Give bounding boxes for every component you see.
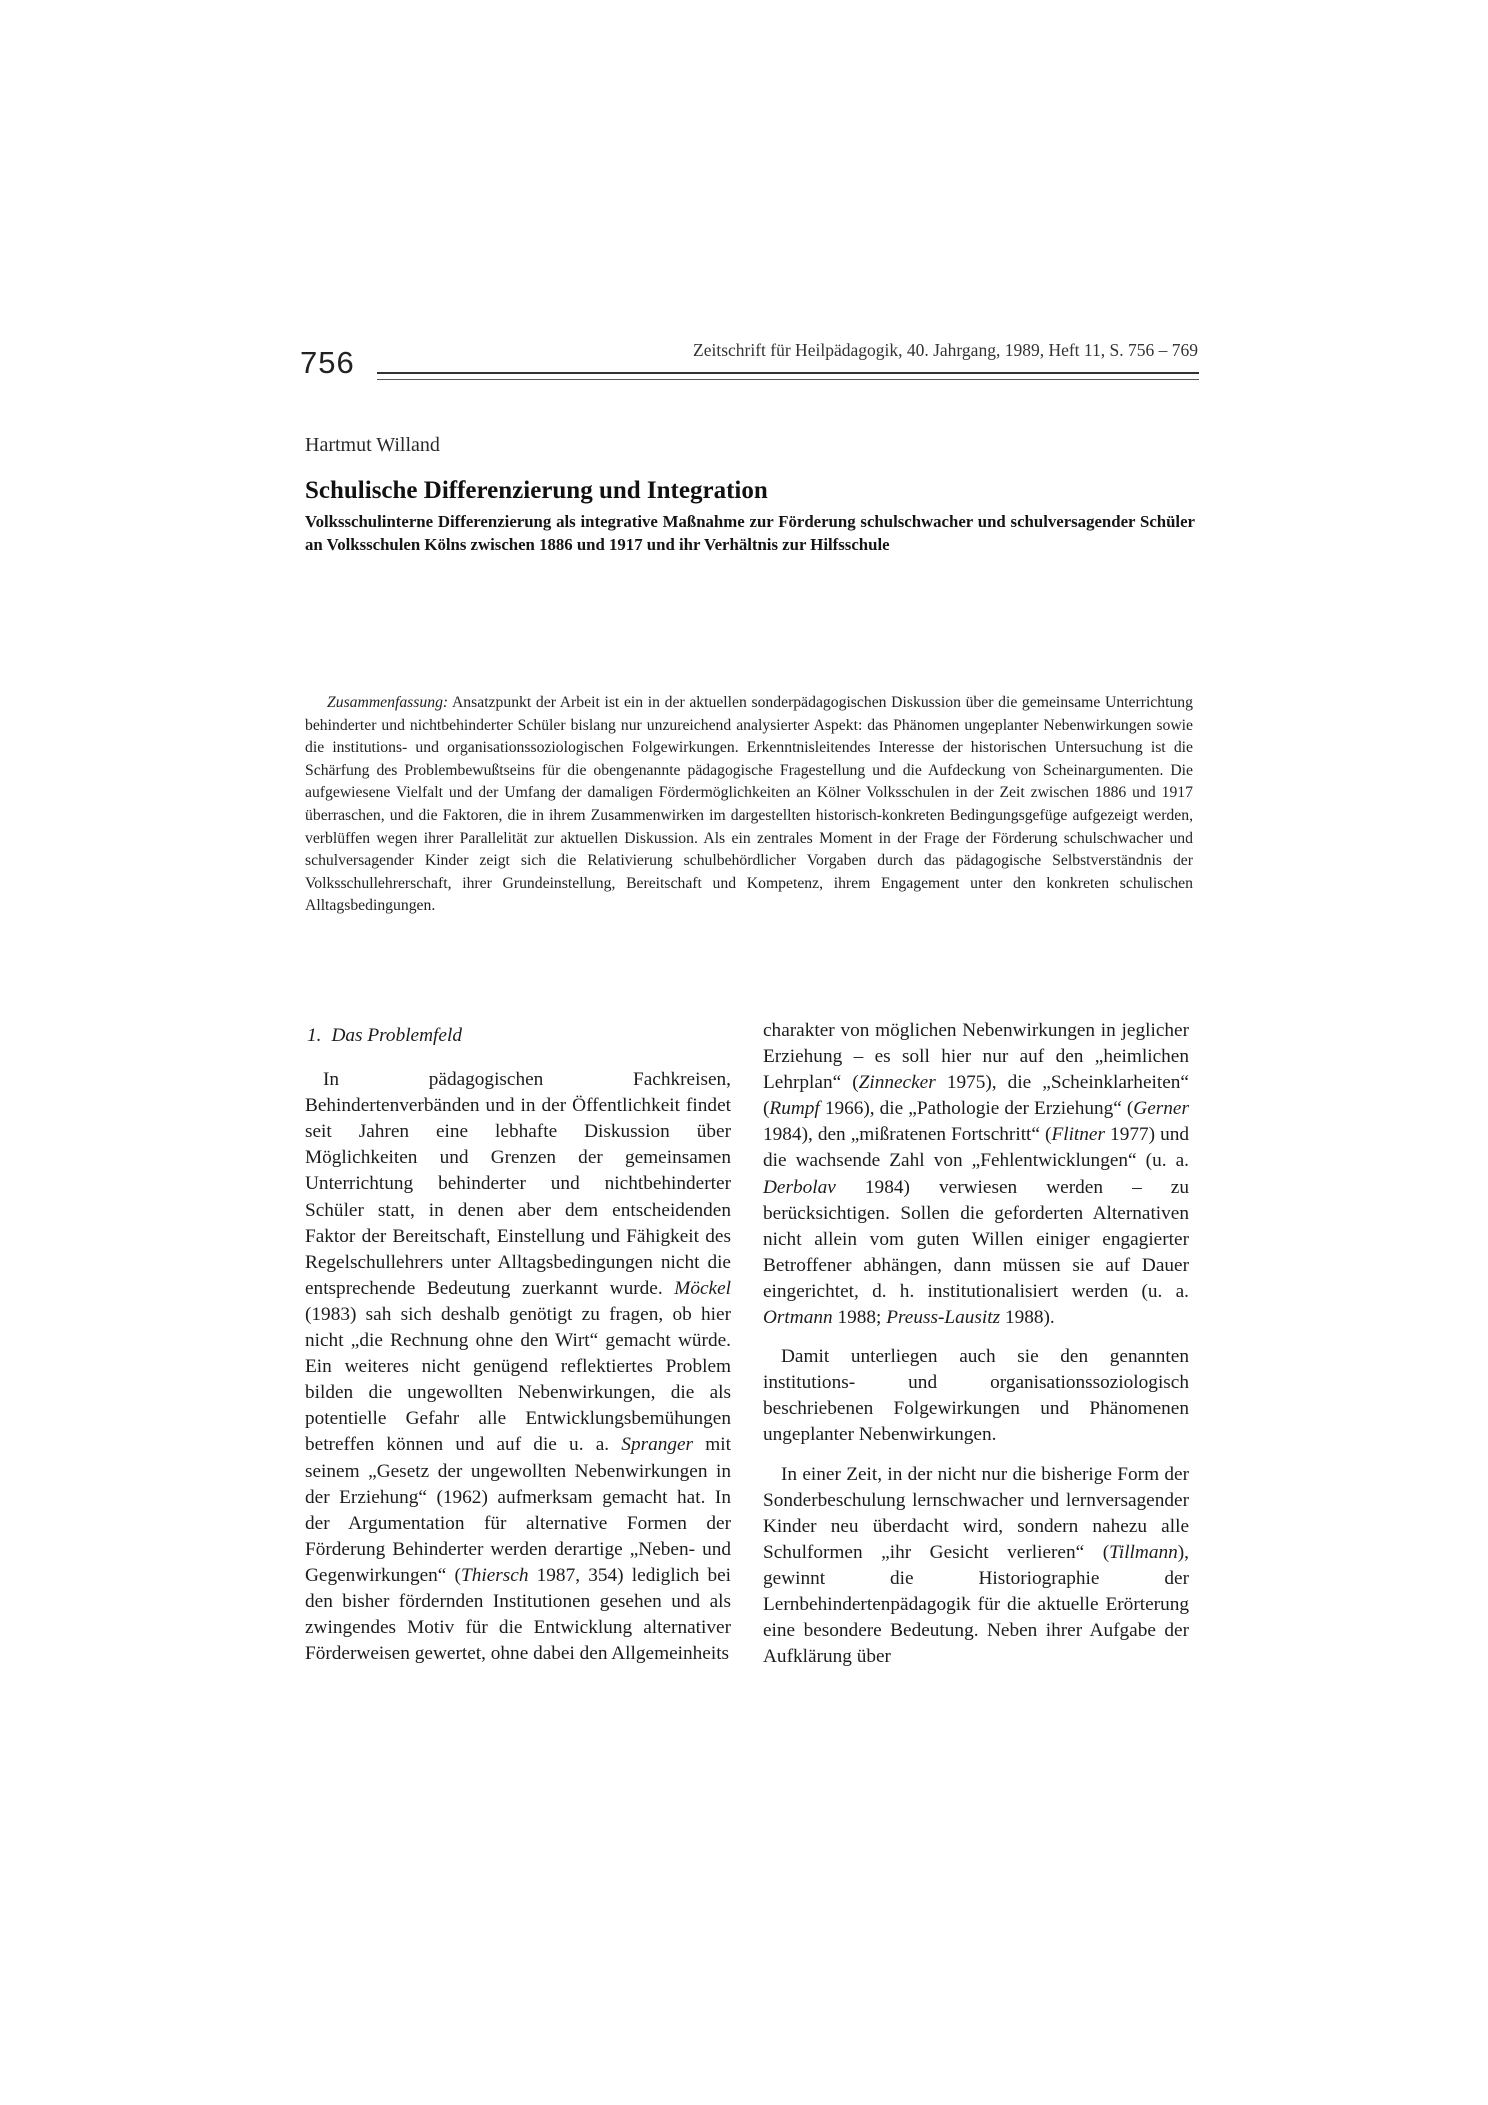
citation-author: Preuss-Lausitz [886, 1307, 1001, 1329]
header-rule-secondary [377, 379, 1199, 380]
paragraph-2: Damit unterliegen auch sie den genannten institutions- und organisationssoziologisch beschriebenen Folgewirkungen und Phänomenen ungeplanter Nebenwirkungen. [763, 1346, 1189, 1446]
citation-author: Flitner [1051, 1124, 1105, 1146]
text-run: In einer Zeit, in der nicht nur die bisherige Form der Sonderbeschulung lernschwacher und lernversagender Kinder neu überdacht wird, sondern nahezu alle Schulformen „ihr Gesicht verlieren“ ( [763, 1463, 1189, 1563]
text-run: 1984) verwiesen werden – zu berücksichtigen. Sollen die geforderten Alternativen nicht allein vom guten Willen einiger engagierter Betroffener abhängen, dann müssen sie auf Dauer eingerichtet, d. h. institutionalisiert werden (u. a. [763, 1176, 1189, 1302]
paragraph-3 [763, 1462, 1189, 1671]
text-run: 1988). [1000, 1307, 1055, 1329]
citation-author: Spranger [621, 1434, 694, 1456]
author-name: Hartmut Willand [305, 434, 440, 456]
text-run: 1984), den „mißratenen Fortschritt“ ( [763, 1124, 1052, 1146]
abstract-label: Zusammenfassung: [327, 694, 449, 711]
text-run: mit seinem „Gesetz der ungewollten Nebenwirkungen in der Erziehung“ (1962) aufmerksam gemacht hat. In der Argumentation für alternative Formen der Förderung Behinderter werden derartige „Neben- und Gegenwirkungen“ ( [305, 1434, 731, 1586]
page-number: 756 [300, 345, 355, 380]
section-heading [305, 1023, 731, 1049]
citation-author: Zinnecker [858, 1072, 936, 1094]
article-title: Schulische Differenzierung und Integration [305, 477, 768, 504]
header-rule [377, 372, 1199, 374]
text-run: (1983) sah sich deshalb genötigt zu fragen, ob hier nicht „die Rechnung ohne den Wirt“ gemacht würde. Ein weiteres nicht genügend reflektiertes Problem bilden die ungewollten Nebenwirkungen, die als potentielle Gefahr alle Entwicklungsbemühungen betreffen können und auf die u. a. [305, 1303, 731, 1456]
citation-author: Ortmann [763, 1307, 833, 1329]
section-title: Das Problemfeld [331, 1025, 462, 1046]
abstract-text: Ansatzpunkt der Arbeit ist ein in der aktuellen sonderpädagogischen Diskussion über die gemeinsame Unterrichtung behinderter und nichtbehinderter Schüler bislang nur unzureichend analysierter Aspekt: das Phänomen ungeplanter Nebenwirkungen sowie die institutions- und organisationssoziologischen Folgewirkungen. Erkenntnisleitendes Interesse der historischen Untersuchung ist die Schärfung des Problembewußtseins für die obengenannte pädagogische Fragestellung und die Aufdeckung von Scheinargumenten. Die aufgewiesene Vielfalt und der Umfang der damaligen Fördermöglichkeiten an Kölner Volksschulen in der Zeit zwischen 1886 und 1917 überraschen, und die Faktoren, die in ihrem Zusammenwirken im dargestellten historisch-konkreten Bedingungsgefüge aufgezeigt werden, verblüffen wegen ihrer Parallelität zur aktuellen Diskussion. Als ein zentrales Moment in der Frage der Förderung schulschwacher und schulversagender Kinder zeigt sich die Relativierung schulbehördlicher Vorgaben durch das pädagogische Selbstverständnis der Volksschullehrerschaft, ihrer Grundeinstellung, Bereitschaft und Kompetenz, ihrem Engagement unter den konkreten schulischen Alltagsbedingungen. [305, 694, 1193, 915]
citation-author: Derbolav [763, 1176, 836, 1198]
column-left [305, 1023, 731, 1667]
citation-author: Gerner [1133, 1098, 1189, 1120]
citation-author: Möckel [674, 1277, 731, 1299]
text-run: In pädagogischen Fachkreisen, Behindertenverbänden und in der Öffentlichkeit findet seit Jahren eine lebhafte Diskussion über Möglichkeiten und Grenzen der gemeinsamen Unterrichtung behinderter und nichtbehinderter Schüler statt, in denen aber dem entscheidenden Faktor der Bereitschaft, Einstellung und Fähigkeit des Regelschullehrers unter Alltagsbedingungen nicht die entsprechende Bedeutung zuerkannt wurde. [305, 1069, 731, 1299]
article-subtitle: Volksschulinterne Differenzierung als integrative Maßnahme zur Förderung schulschwacher und schulversagender Schüler an Volksschulen Kölns zwischen 1886 und 1917 und ihr Verhältnis zur Hilfsschule [305, 512, 1195, 554]
text-run: ), gewinnt die Historiographie der Lernbehindertenpädagogik für die aktuelle Erörterung eine besondere Bedeutung. Neben ihrer Aufgabe der Aufklärung über [763, 1541, 1189, 1668]
paragraph-1-continued [763, 1018, 1189, 1331]
citation-author: Thiersch [460, 1564, 529, 1586]
paragraph-1 [305, 1067, 731, 1667]
citation-author: Tillmann [1109, 1541, 1178, 1563]
journal-reference: Zeitschrift für Heilpädagogik, 40. Jahrgang, 1989, Heft 11, S. 756 – 769 [693, 340, 1198, 360]
column-right [763, 1018, 1189, 1670]
section-number: 1. [307, 1025, 322, 1046]
text-run: 1988; [832, 1307, 887, 1329]
abstract [305, 692, 1193, 918]
text-run: 1987, 354) lediglich bei den bisher fördernden Institutionen gesehen und als zwingendes Motiv für die Entwicklung alternativer Förderweisen gewertet, ohne dabei den Allgemeinheits [305, 1564, 731, 1665]
text-run: charakter von möglichen Nebenwirkungen in jeglicher Erziehung – es soll hier nur auf den „heimlichen Lehrplan“ ( [763, 1020, 1189, 1094]
text-run: 1977) und die wachsende Zahl von „Fehlentwicklungen“ (u. a. [763, 1124, 1189, 1172]
text-run: 1966), die „Pathologie der Erziehung“ ( [819, 1098, 1134, 1120]
citation-author: Rumpf [769, 1098, 820, 1120]
text-run: 1975), die „Scheinklarheiten“ ( [763, 1072, 1189, 1120]
